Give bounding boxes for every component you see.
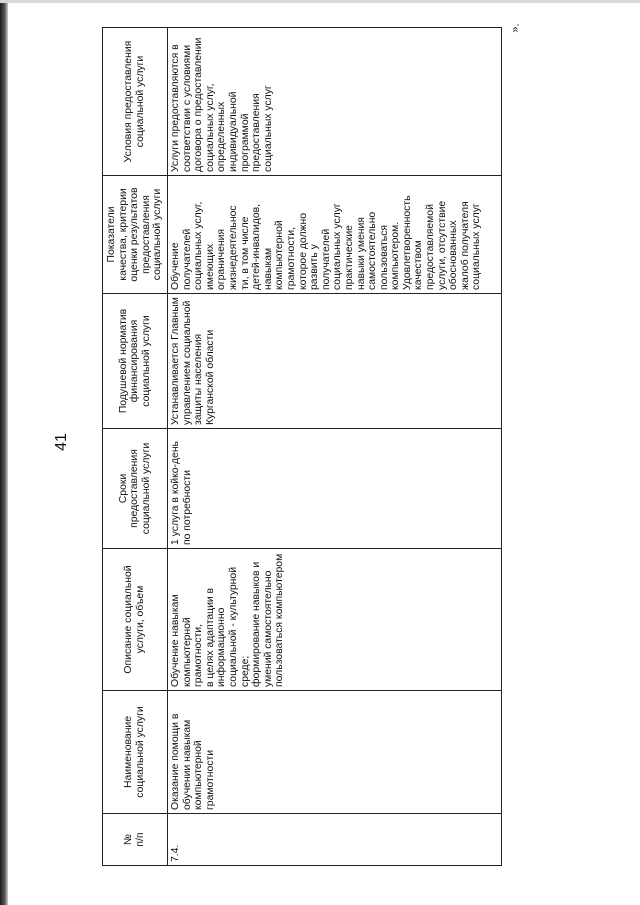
rotated-table-wrapper [102, 28, 502, 866]
page-number: 41 [53, 433, 70, 451]
cell-conditions: Услуги предоставляются в соответствии с условиями договора о предоставлении социальных услуг, определенных индивидуальной программой предоставления социальных услуг [168, 28, 502, 176]
cell-name: Оказание помощи в обучении навыкам компьютерной грамотности [168, 691, 502, 814]
services-table [102, 27, 502, 866]
cell-description: Обучение навыкам компьютерной грамотности, в целях адаптации в информационно социальной - культурной среде; формирование навыков и умений самостоятельно пользоваться компьютером [168, 549, 502, 691]
scan-edge-top [0, 0, 640, 3]
header-quality: Показатели качества, критерии оценки результатов предоставления социальной услуги [103, 176, 168, 294]
header-name: Наименование социальной услуги [103, 691, 168, 814]
table-header-row [103, 28, 168, 866]
corner-mark: ». [509, 23, 522, 33]
cell-quality: Обучение получателей социальных услуг, имеющих ограничения жизнедеятельнос ти, в том числе детей-инвалидов, навыкам компьютерной грамотности, которое должно развить у получателей социальных услуг практические навыки умения самостоятельно пользоваться компьютером. Удовлетворенность качеством предоставляемой услуги, отсутствие обоснованных жалоб получателя социальных услуг [168, 176, 502, 294]
header-norm: Подушевой норматив финансирования социальной услуги [103, 294, 168, 429]
header-description: Описание социальной услуги, объем [103, 549, 168, 691]
header-terms: Сроки предоставления социальной услуги [103, 429, 168, 549]
header-num: № п/п [103, 814, 168, 866]
table-row [168, 28, 502, 866]
cell-terms: 1 услуга в койко-день по потребности [168, 429, 502, 549]
cell-num: 7.4. [168, 814, 502, 866]
header-conditions: Условия предоставления социальной услуги [103, 28, 168, 176]
scan-edge-left [0, 0, 8, 905]
cell-norm: Устанавливается Главным управлением социальной защиты населения Курганской области [168, 294, 502, 429]
